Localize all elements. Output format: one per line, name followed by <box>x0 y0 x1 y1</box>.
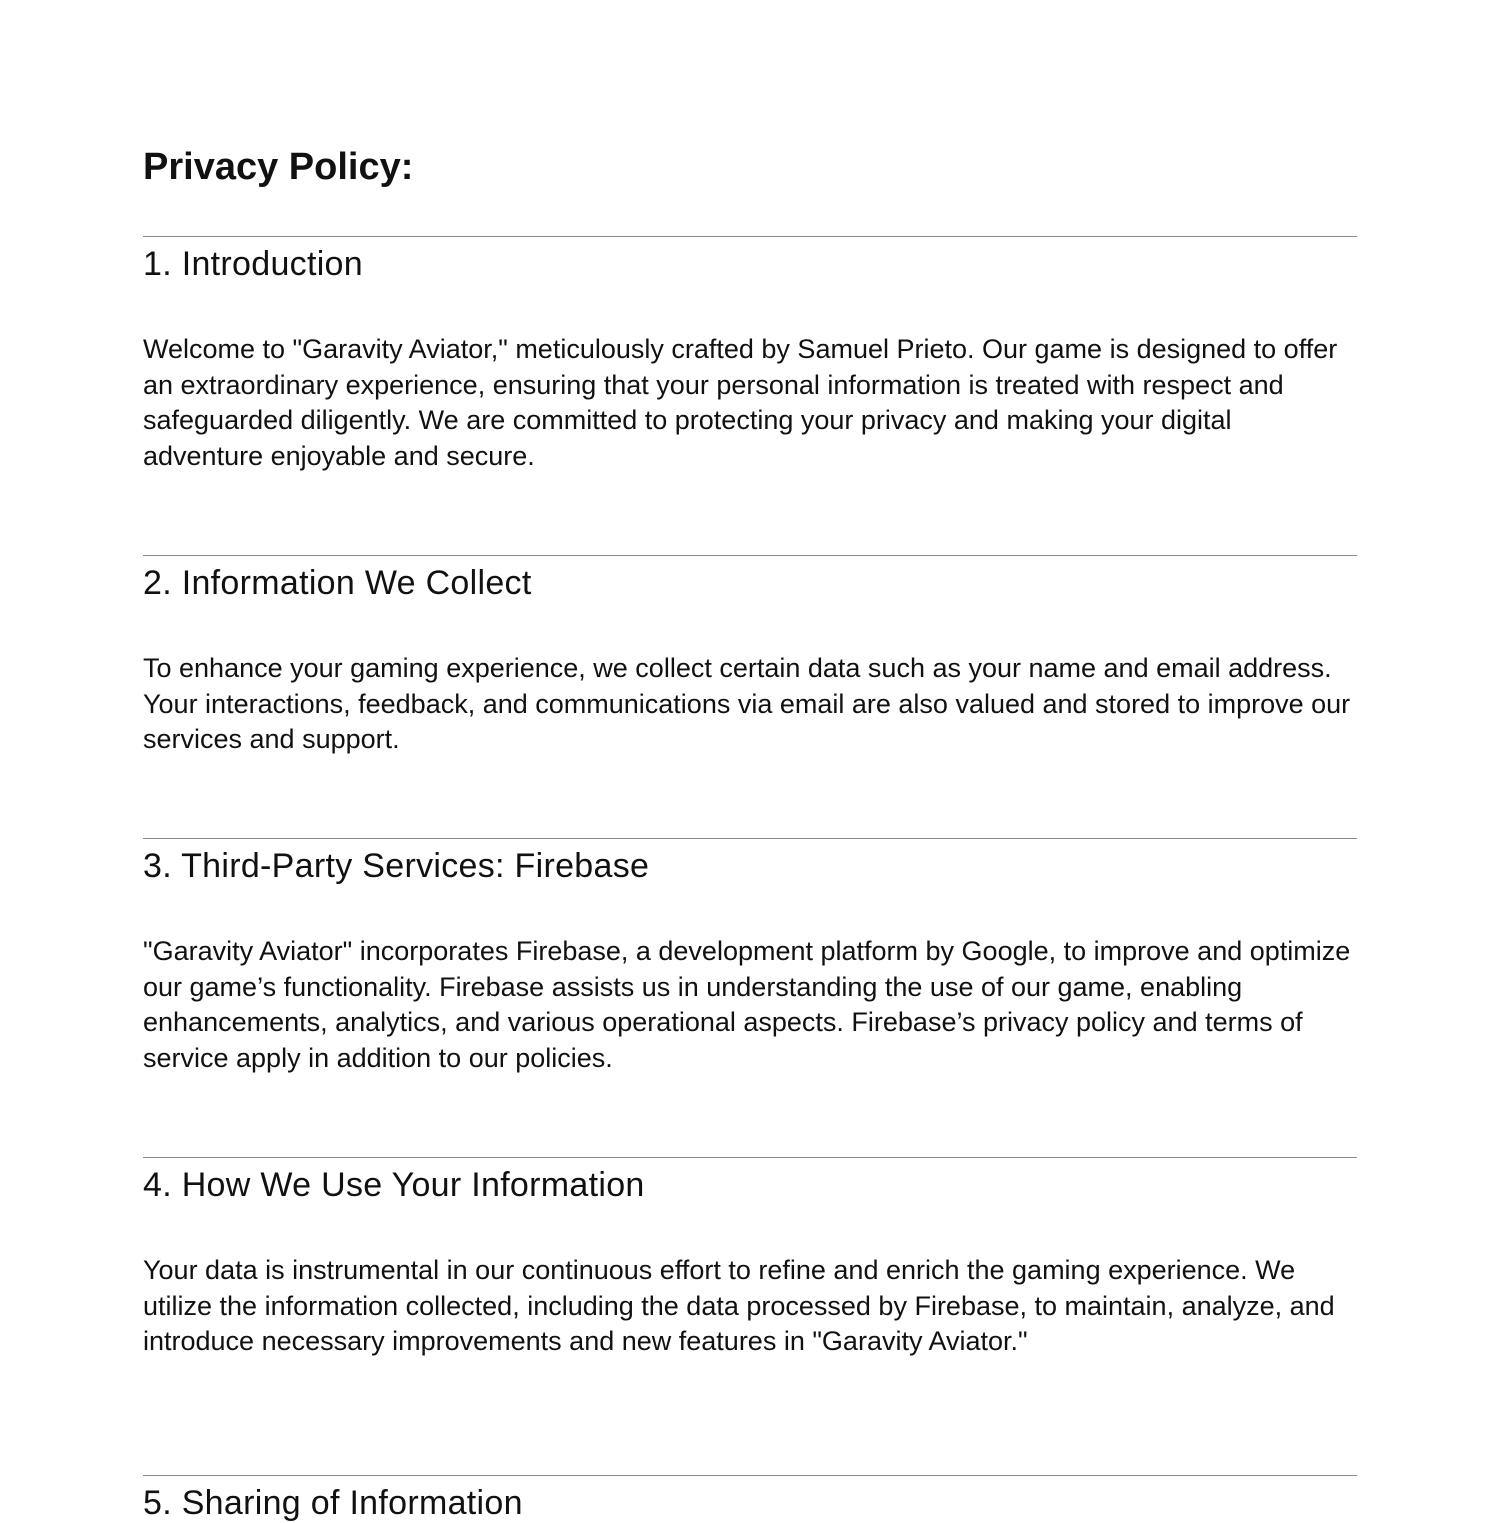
section-body: Your data is instrumental in our continuous effort to refine and enrich the gaming experience. We utilize the information collected, including the data processed by Firebase, to maintain, analyze, and introduce necessary improvements and new features in "Garavity Aviator." <box>143 1255 1335 1356</box>
section-sharing-of-information <box>143 1475 1357 1522</box>
section-heading: 1. Introduction <box>143 245 363 283</box>
section-body: Welcome to "Garavity Aviator," meticulously crafted by Samuel Prieto. Our game is designed to offer an extraordinary experience, ensuring that your personal information is treated with respect and safeguarded diligently. We are committed to protecting your privacy and making your digital adventure enjoyable and secure. <box>143 334 1338 471</box>
page-title: Privacy Policy: <box>143 146 414 188</box>
section-heading: 2. Information We Collect <box>143 564 532 602</box>
section-third-party-services <box>143 838 1357 1073</box>
section-body: To enhance your gaming experience, we collect certain data such as your name and email address. Your interactions, feedback, and communications via email are also valued and stored to improve our services and support. <box>143 653 1351 754</box>
document-page <box>143 0 1357 1522</box>
section-heading: 4. How We Use Your Information <box>143 1166 645 1204</box>
section-divider <box>143 555 1357 556</box>
section-divider <box>143 838 1357 839</box>
section-body: "Garavity Aviator" incorporates Firebase, a development platform by Google, to improve and optimize our game’s functionality. Firebase assists us in understanding the use of our game, enabling enhancements, analytics, and various operational aspects. Firebase’s privacy policy and terms of service apply in addition to our policies. <box>143 936 1351 1073</box>
section-heading: 5. Sharing of Information <box>143 1484 523 1522</box>
section-how-we-use-information <box>143 1157 1357 1356</box>
section-introduction <box>143 236 1357 471</box>
section-divider <box>143 1157 1357 1158</box>
section-divider <box>143 236 1357 237</box>
section-divider <box>143 1475 1357 1476</box>
section-heading: 3. Third-Party Services: Firebase <box>143 847 650 885</box>
section-information-we-collect <box>143 555 1357 754</box>
